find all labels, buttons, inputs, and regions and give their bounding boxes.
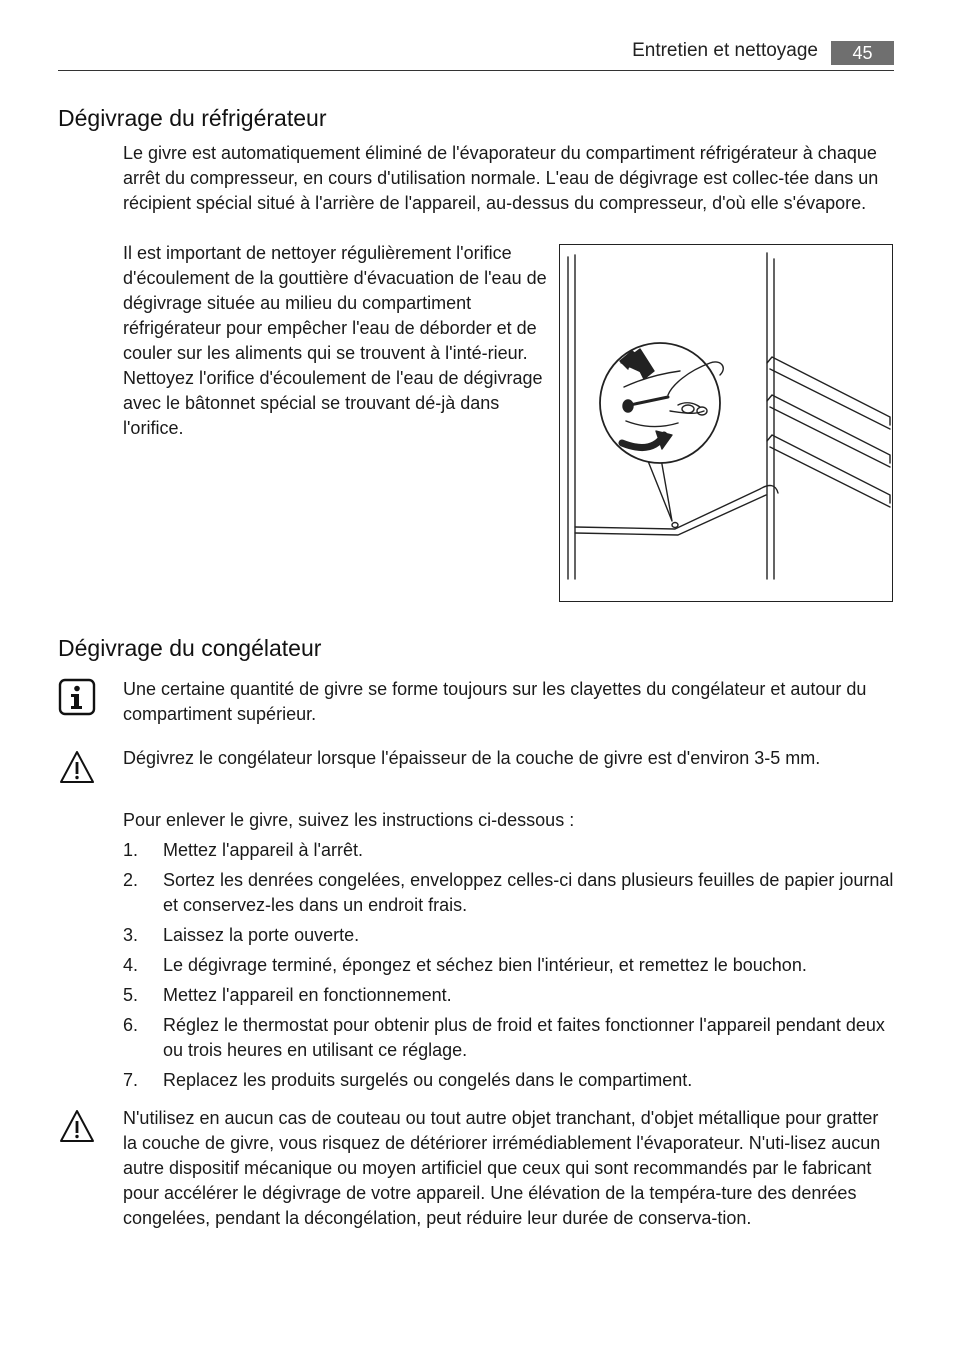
step-text: Laissez la porte ouverte. [163, 925, 360, 945]
step-number: 3. [123, 925, 139, 945]
step-number: 2. [123, 870, 139, 890]
step-text: Réglez le thermostat pour obtenir plus de froid et faites fonctionner l'appareil pendant deux ou trois heures en utilisant ce réglage. [163, 1015, 885, 1060]
list-item [123, 953, 894, 978]
step-number: 4. [123, 955, 139, 975]
header-divider [58, 70, 894, 71]
step-text: Replacez les produits surgelés ou congelés dans le compartiment. [163, 1070, 693, 1090]
step-number: 6. [123, 1015, 139, 1035]
drain-cleaning-illustration [559, 244, 893, 602]
page-number: 45 [831, 41, 894, 65]
warning-note: Dégivrez le congélateur lorsque l'épaisseur de la couche de givre est d'environ 3-5 mm. [123, 748, 821, 768]
section-title: Entretien et nettoyage [632, 40, 818, 61]
info-icon [58, 678, 96, 716]
list-item [123, 1068, 894, 1093]
defrost-intro: Pour enlever le givre, suivez les instructions ci-dessous : [123, 810, 575, 830]
info-note: Une certaine quantité de givre se forme toujours sur les clayettes du congélateur et autour du compartiment supérieur. [123, 679, 867, 724]
warning-icon [58, 749, 96, 787]
list-item [123, 868, 894, 918]
step-text: Mettez l'appareil à l'arrêt. [163, 840, 363, 860]
list-item [123, 923, 894, 948]
fridge-defrost-title: Dégivrage du réfrigérateur [58, 105, 327, 131]
list-item [123, 838, 894, 863]
fridge-defrost-paragraph-1: Le givre est automatiquement éliminé de l'évaporateur du compartiment réfrigérateur à chaque arrêt du compresseur, en cours d'utilisation normale. L'eau de dégivrage est collec-tée dans un récipient spécial situé à l'arrière de l'appareil, au-dessus du compresseur, d'où elle s'évapore. [123, 143, 879, 213]
fridge-defrost-paragraph-2: Il est important de nettoyer régulièrement l'orifice d'écoulement de la gouttière d'évacuation de l'eau de dégivrage située au milieu du compartiment réfrigérateur pour empêcher l'eau de déborder et de couler sur les aliments qui se trouvent à l'inté-rieur. Nettoyez l'orifice d'écoulement de l'eau de dégivrage avec le bâtonnet spécial se trouvant dé-jà dans l'orifice. [123, 243, 547, 438]
list-item [123, 1013, 894, 1063]
defrost-steps [123, 838, 894, 1098]
step-number: 7. [123, 1070, 139, 1090]
freezer-defrost-title: Dégivrage du congélateur [58, 635, 322, 661]
step-text: Sortez les denrées congelées, enveloppez celles-ci dans plusieurs feuilles de papier journal et conservez-les dans un endroit frais. [163, 870, 894, 915]
step-number: 5. [123, 985, 139, 1005]
step-text: Mettez l'appareil en fonctionnement. [163, 985, 452, 1005]
warning-icon [58, 1108, 96, 1146]
step-number: 1. [123, 840, 139, 860]
caution-note: N'utilisez en aucun cas de couteau ou tout autre objet tranchant, d'objet métallique pour gratter la couche de givre, vous risquez de détériorer irrémédiablement l'évaporateur. N'uti-lisez aucun autre dispositif mécanique ou moyen artificiel que ceux qui sont recommandés par le fabricant pour accélérer le dégivrage de votre appareil. Une élévation de la tempéra-ture des denrées congelées, pendant la décongélation, peut réduire leur durée de conserva-tion. [123, 1108, 881, 1228]
step-text: Le dégivrage terminé, épongez et séchez bien l'intérieur, et remettez le bouchon. [163, 955, 807, 975]
list-item [123, 983, 894, 1008]
